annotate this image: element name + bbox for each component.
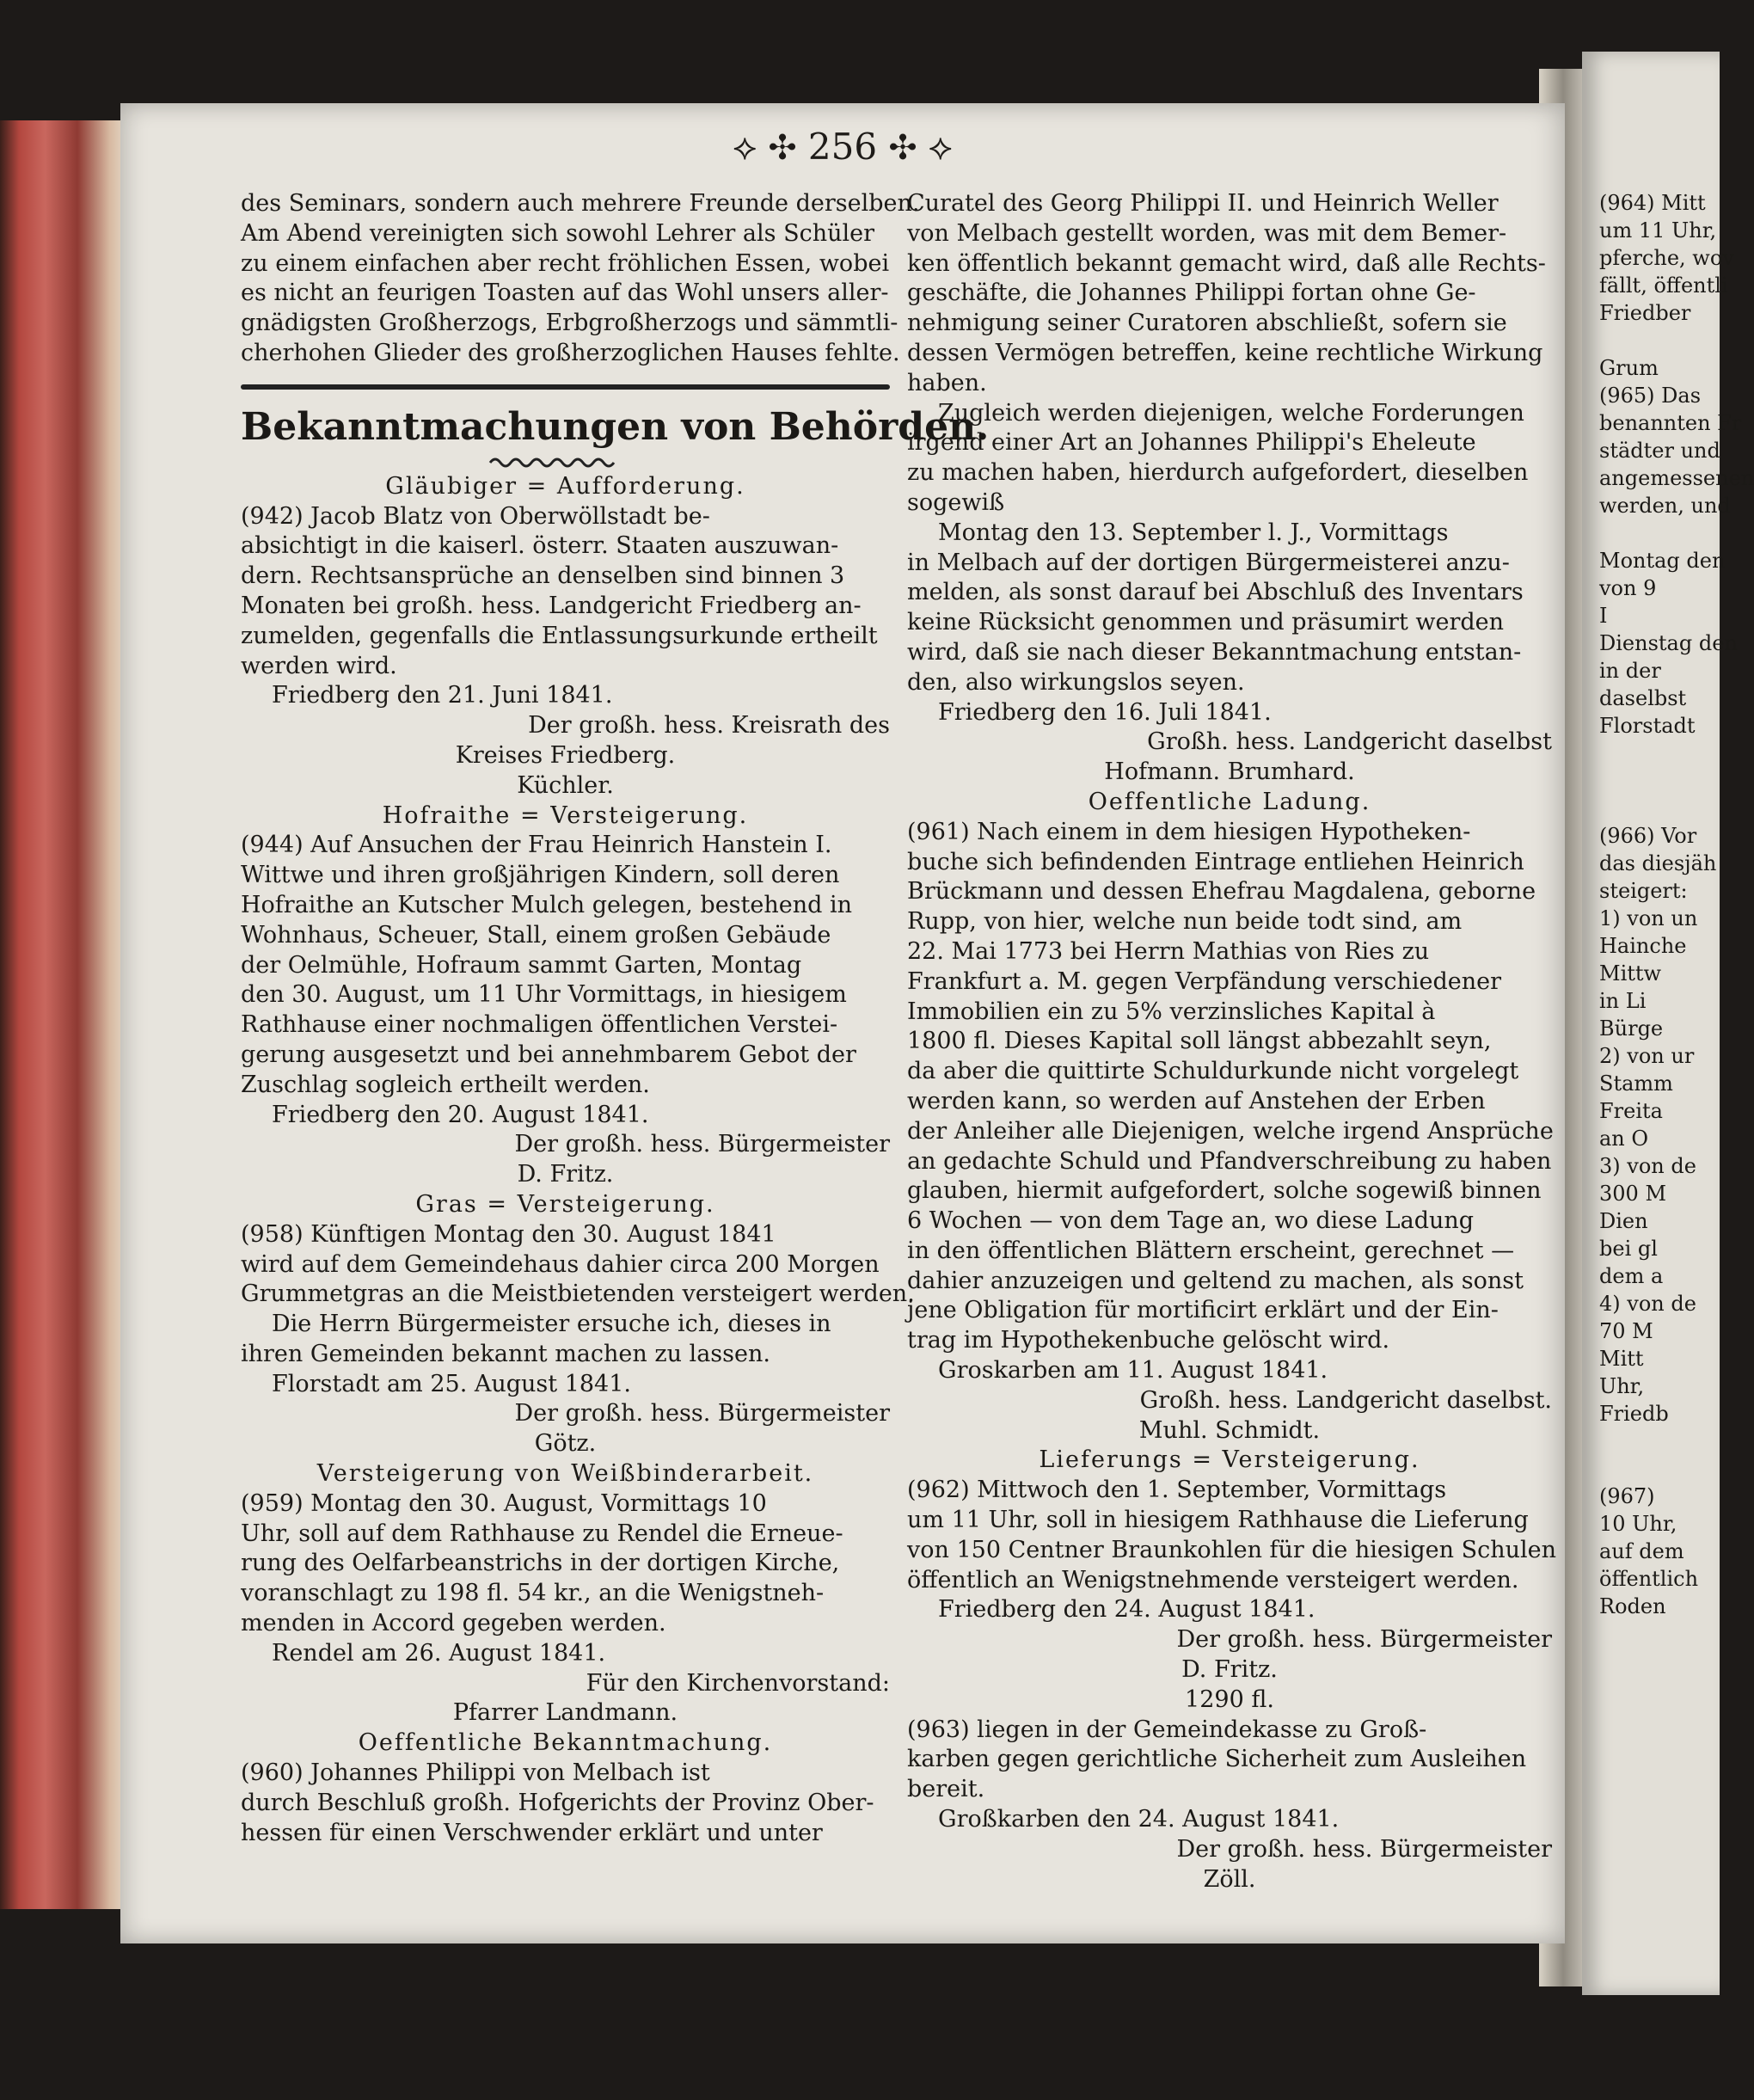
next-page-line: in Li <box>1599 989 1647 1013</box>
next-page-line: Montag den <box>1599 549 1726 573</box>
text-line: Der großh. hess. Bürgermeister <box>514 1400 890 1428</box>
text-line: Der großh. hess. Bürgermeister <box>1176 1626 1552 1654</box>
next-page-line: angemessenen <box>1599 466 1754 490</box>
text-line: Für den Kirchenvorstand: <box>586 1669 890 1697</box>
book-page <box>120 103 1565 1943</box>
text-line: (962) Mittwoch den 1. September, Vormittags <box>907 1477 1447 1504</box>
next-page-line: Hainche <box>1599 934 1687 958</box>
text-line: wird, daß sie nach dieser Bekanntmachung entstan- <box>907 638 1522 666</box>
next-page-line: Friedber <box>1599 301 1691 325</box>
next-page-line: 1) von un <box>1599 906 1698 930</box>
next-page-line: 10 Uhr, <box>1599 1512 1677 1536</box>
text-line: Grummetgras an die Meistbietenden versteigert werden. <box>241 1280 915 1308</box>
text-line: zumelden, gegenfalls die Entlassungsurkunde ertheilt <box>241 622 878 649</box>
notice-960 <box>241 1729 890 1848</box>
text-line: um 11 Uhr, soll in hiesigem Rathhause die Lieferung <box>907 1507 1529 1534</box>
notice-961 <box>907 788 1552 1446</box>
next-page-line <box>1582 1428 1720 1455</box>
text-line: Der großh. hess. Bürgermeister <box>1176 1835 1552 1863</box>
text-line: in Melbach auf der dortigen Bürgermeisterei anzu- <box>907 549 1510 576</box>
text-line: irgend einer Art an Johannes Philippi's Eheleute <box>907 429 1476 457</box>
next-page-line: dem a <box>1599 1264 1664 1288</box>
next-page-line: bei gl <box>1599 1237 1658 1261</box>
text-line: (944) Auf Ansuchen der Frau Heinrich Hanstein I. <box>241 832 832 859</box>
text-line: Hofraithe an Kutscher Mulch gelegen, bestehend in <box>241 891 853 918</box>
wave-ornament-icon <box>241 453 890 472</box>
next-page-line: 3) von de <box>1599 1154 1696 1178</box>
notice-963 <box>907 1686 1552 1895</box>
next-page-line: I <box>1599 604 1608 628</box>
text-line: zu einem einfachen aber recht fröhlichen Essen, wobei <box>241 249 890 277</box>
notice-944 <box>241 801 890 1190</box>
next-page-line: daselbst <box>1599 686 1687 710</box>
text-line: D. Fritz. <box>1181 1656 1278 1684</box>
next-page-line: fällt, öffentli <box>1599 273 1728 298</box>
text-line: bereit. <box>907 1776 985 1803</box>
next-page-line: öffentlich <box>1599 1567 1699 1591</box>
next-page-line: Friedb <box>1599 1402 1669 1426</box>
text-line: Oeffentliche Bekanntmachung. <box>358 1729 773 1757</box>
text-line: dahier anzuzeigen und geltend zu machen, als sonst <box>907 1267 1524 1294</box>
text-line: Oeffentliche Ladung. <box>1088 788 1371 815</box>
text-line: durch Beschluß großh. Hofgerichts der Provinz Ober- <box>241 1789 874 1816</box>
text-line: öffentlich an Wenigstnehmende versteigert werden. <box>907 1566 1519 1593</box>
next-page-line: auf dem <box>1599 1539 1684 1563</box>
next-page-lines <box>1582 52 1754 1620</box>
text-line: Curatel des Georg Philippi II. und Heinrich Weller <box>907 190 1499 217</box>
text-line: (963) liegen in der Gemeindekasse zu Groß- <box>907 1716 1427 1743</box>
text-line: Zöll. <box>1203 1865 1256 1893</box>
notice-959 <box>241 1459 890 1729</box>
next-page-line: um 11 Uhr, <box>1599 218 1717 243</box>
text-line: Florstadt am 25. August 1841. <box>272 1370 631 1397</box>
text-line: sogewiß <box>907 488 1005 516</box>
next-page-line: Mitt <box>1599 1347 1644 1371</box>
text-line: (960) Johannes Philippi von Melbach ist <box>241 1759 710 1787</box>
page-number-value: 256 <box>807 126 878 168</box>
text-line: Lieferungs = Versteigerung. <box>1039 1446 1420 1474</box>
text-line: von 150 Centner Braunkohlen für die hiesigen Schulen <box>907 1536 1557 1563</box>
text-line: werden wird. <box>241 652 397 679</box>
next-page-line: pferche, wov <box>1599 246 1734 270</box>
text-line: Kreises Friedberg. <box>455 741 676 769</box>
text-line: trag im Hypothekenbuche gelöscht wird. <box>907 1327 1390 1354</box>
text-line: Groskarben am 11. August 1841. <box>938 1357 1328 1385</box>
text-line: Friedberg den 16. Juli 1841. <box>938 698 1272 726</box>
text-line: Hofmann. Brumhard. <box>1104 758 1355 786</box>
next-page-line: Dienstag den <box>1599 631 1738 655</box>
text-line: Brückmann und dessen Ehefrau Magdalena, geborne <box>907 878 1536 906</box>
next-page-line <box>1582 519 1720 547</box>
text-line: Wohnhaus, Scheuer, Stall, einem großen Gebäude <box>241 921 831 949</box>
page-number <box>120 126 1565 169</box>
next-page-line: von 9 <box>1599 576 1657 600</box>
text-line: glauben, hiermit aufgefordert, solche sogewiß binnen <box>907 1177 1542 1205</box>
text-line: ken öffentlich bekannt gemacht wird, daß alle Rechts- <box>907 249 1546 277</box>
section-title: Bekanntmachungen von Behörden. <box>241 404 990 449</box>
text-line: Friedberg den 21. Juni 1841. <box>272 682 613 709</box>
next-page-line: 300 M <box>1599 1182 1667 1206</box>
next-page-line: steigert: <box>1599 879 1688 903</box>
next-page-line: werden, und <box>1599 494 1731 518</box>
next-page-line: benannten Fr <box>1599 411 1742 435</box>
next-page-line: Grum <box>1599 356 1659 380</box>
text-line: Versteigerung von Weißbinderarbeit. <box>316 1460 814 1488</box>
text-line: Uhr, soll auf dem Rathhause zu Rendel die Erneue- <box>241 1520 843 1547</box>
next-page-line: Freita <box>1599 1099 1663 1123</box>
text-line: geschäfte, die Johannes Philippi fortan ohne Ge- <box>907 279 1476 307</box>
text-line: Der großh. hess. Kreisrath des <box>528 712 890 740</box>
text-line: menden in Accord gegeben werden. <box>241 1610 666 1637</box>
book-edge-left <box>0 120 129 1909</box>
text-line: der Anleiher alle Diejenigen, welche irgend Ansprüche <box>907 1117 1554 1145</box>
text-line: keine Rücksicht genommen und präsumirt werden <box>907 609 1505 636</box>
text-line: Hofraithe = Versteigerung. <box>382 801 749 829</box>
next-page-line: städter und <box>1599 439 1720 463</box>
text-line: Friedberg den 20. August 1841. <box>272 1101 649 1128</box>
text-line: den 30. August, um 11 Uhr Vormittags, in hiesigem <box>241 981 847 1009</box>
next-page-line: 70 M <box>1599 1319 1653 1343</box>
notice-962 <box>907 1446 1557 1685</box>
text-line: (961) Nach einem in dem hiesigen Hypotheken- <box>907 818 1471 845</box>
text-line: Monaten bei großh. hess. Landgericht Friedberg an- <box>241 592 862 619</box>
text-line: Zuschlag sogleich ertheilt werden. <box>241 1071 650 1098</box>
text-line: zu machen haben, hierdurch aufgefordert, dieselben <box>907 459 1529 487</box>
text-line: buche sich befindenden Eintrage entliehen Heinrich <box>907 848 1524 875</box>
text-line: absichtigt in die kaiserl. österr. Staaten auszuwan- <box>241 532 839 560</box>
next-page-line: Florstadt <box>1599 714 1696 738</box>
next-page-line: (965) Das <box>1599 384 1702 408</box>
next-page-line: (964) Mitt <box>1599 191 1706 215</box>
text-line: Zugleich werden diejenigen, welche Forderungen <box>938 399 1524 427</box>
right-column <box>907 189 1557 1894</box>
next-page-line: Dien <box>1599 1209 1648 1233</box>
text-line: Rendel am 26. August 1841. <box>272 1639 606 1667</box>
text-line: karben gegen gerichtliche Sicherheit zum Ausleihen <box>907 1746 1527 1773</box>
text-line: Pfarrer Landmann. <box>452 1699 678 1727</box>
text-line: hessen für einen Verschwender erklärt und unter <box>241 1819 823 1846</box>
next-page-line: Roden <box>1599 1594 1666 1618</box>
text-line: D. Fritz. <box>517 1161 614 1188</box>
text-line: wird auf dem Gemeindehaus dahier circa 200 Morgen <box>241 1250 880 1278</box>
text-line: haben. <box>907 369 987 396</box>
next-page-line: Bürge <box>1599 1016 1664 1041</box>
notice-958 <box>241 1190 915 1459</box>
text-line: Muhl. Schmidt. <box>1138 1416 1321 1444</box>
next-page-line <box>1582 795 1720 822</box>
next-page-line: (967) <box>1599 1484 1655 1508</box>
text-line: 1290 fl. <box>1185 1686 1274 1713</box>
text-line: melden, als sonst darauf bei Abschluß des Inventars <box>907 579 1524 606</box>
text-line: voranschlagt zu 198 fl. 54 kr., an die Wenigstneh- <box>241 1580 825 1607</box>
text-line: dern. Rechtsansprüche an denselben sind binnen 3 <box>241 562 845 590</box>
text-line: Küchler. <box>517 771 614 799</box>
next-page-line: in der <box>1599 659 1661 683</box>
next-page-line: an O <box>1599 1127 1649 1151</box>
next-page-line: Uhr, <box>1599 1374 1645 1398</box>
notice-960-continued <box>907 189 1552 788</box>
text-line: werden kann, so werden auf Anstehen der Erben <box>907 1087 1486 1114</box>
text-line: Rupp, von hier, welche nun beide todt sind, am <box>907 908 1463 936</box>
text-line: Montag den 13. September l. J., Vormittags <box>938 519 1449 546</box>
text-line: Götz. <box>534 1430 597 1458</box>
text-line: da aber die quittirte Schuldurkunde nicht vorgelegt <box>907 1058 1519 1085</box>
text-line: den, also wirkungslos seyen. <box>907 668 1245 696</box>
text-line: Der großh. hess. Bürgermeister <box>514 1131 890 1158</box>
intro-paragraph <box>241 189 920 369</box>
next-page-line: 2) von ur <box>1599 1044 1695 1068</box>
next-page-line <box>1582 767 1720 795</box>
text-line: nehmigung seiner Curatoren abschließt, sofern sie <box>907 310 1507 337</box>
text-line: Gläubiger = Aufforderung. <box>385 472 745 500</box>
section-divider <box>241 384 890 390</box>
text-line: Friedberg den 24. August 1841. <box>938 1596 1316 1624</box>
text-line: Gras = Versteigerung. <box>415 1190 715 1218</box>
text-line: (959) Montag den 30. August, Vormittags 10 <box>241 1489 767 1517</box>
text-line: rung des Oelfarbeanstrichs in der dortigen Kirche, <box>241 1550 840 1577</box>
text-line: 6 Wochen — von dem Tage an, wo diese Ladung <box>907 1207 1475 1235</box>
next-page-line <box>1582 1455 1720 1483</box>
text-line: ihren Gemeinden bekannt machen zu lassen. <box>241 1340 770 1367</box>
text-line: des Seminars, sondern auch mehrere Freunde derselben. <box>241 190 920 217</box>
text-line: Großkarben den 24. August 1841. <box>938 1806 1340 1833</box>
text-line: cherhohen Glieder des großherzoglichen Hauses fehlte. <box>241 339 900 366</box>
text-line: jene Obligation für mortificirt erklärt und der Ein- <box>907 1297 1499 1324</box>
text-line: gerung ausgesetzt und bei annehmbarem Gebot der <box>241 1041 856 1068</box>
text-line: von Melbach gestellt worden, was mit dem Bemer- <box>907 219 1507 247</box>
next-page-line: Mittw <box>1599 961 1662 986</box>
next-page-line: 4) von de <box>1599 1292 1696 1316</box>
text-line: Rathhause einer nochmaligen öffentlichen Verstei- <box>241 1011 838 1039</box>
next-page-line: das diesjäh <box>1599 851 1717 875</box>
ornament-left-icon: ⟡ ✣ <box>733 126 808 168</box>
text-line: (942) Jacob Blatz von Oberwöllstadt be- <box>241 502 710 530</box>
text-line: Am Abend vereinigten sich sowohl Lehrer als Schüler <box>241 219 874 247</box>
text-line: Großh. hess. Landgericht daselbst <box>1147 728 1552 756</box>
text-line: gnädigsten Großherzogs, Erbgroßherzogs und sämmtli- <box>241 310 898 337</box>
text-line: in den öffentlichen Blättern erscheint, gerechnet — <box>907 1237 1515 1264</box>
text-line: Die Herrn Bürgermeister ersuche ich, dieses in <box>272 1311 831 1338</box>
text-line: Großh. hess. Landgericht daselbst. <box>1139 1386 1552 1414</box>
next-page-fragment <box>1582 52 1754 1995</box>
text-line: 1800 fl. Dieses Kapital soll längst abbezahlt seyn, <box>907 1028 1492 1055</box>
text-line: an gedachte Schuld und Pfandverschreibung zu haben <box>907 1147 1552 1175</box>
text-line: es nicht an feurigen Toasten auf das Wohl unsers aller- <box>241 279 889 307</box>
ornament-right-icon: ✣ ⟡ <box>888 126 953 168</box>
next-page-line <box>1582 327 1720 354</box>
text-line: 22. Mai 1773 bei Herrn Mathias von Ries zu <box>907 937 1430 965</box>
text-line: Frankfurt a. M. gegen Verpfändung verschiedener <box>907 967 1502 995</box>
text-line: (958) Künftigen Montag den 30. August 1841 <box>241 1220 776 1248</box>
next-page-line <box>1582 740 1720 767</box>
text-line: Immobilien ein zu 5% verzinsliches Kapital à <box>907 998 1436 1025</box>
next-page-line: (966) Vor <box>1599 824 1697 848</box>
next-page-line: Stamm <box>1599 1071 1673 1096</box>
text-line: der Oelmühle, Hofraum sammt Garten, Montag <box>241 951 802 979</box>
text-line: dessen Vermögen betreffen, keine rechtliche Wirkung <box>907 339 1543 366</box>
notice-942 <box>241 472 890 801</box>
text-line: Wittwe und ihren großjährigen Kindern, soll deren <box>241 862 840 889</box>
